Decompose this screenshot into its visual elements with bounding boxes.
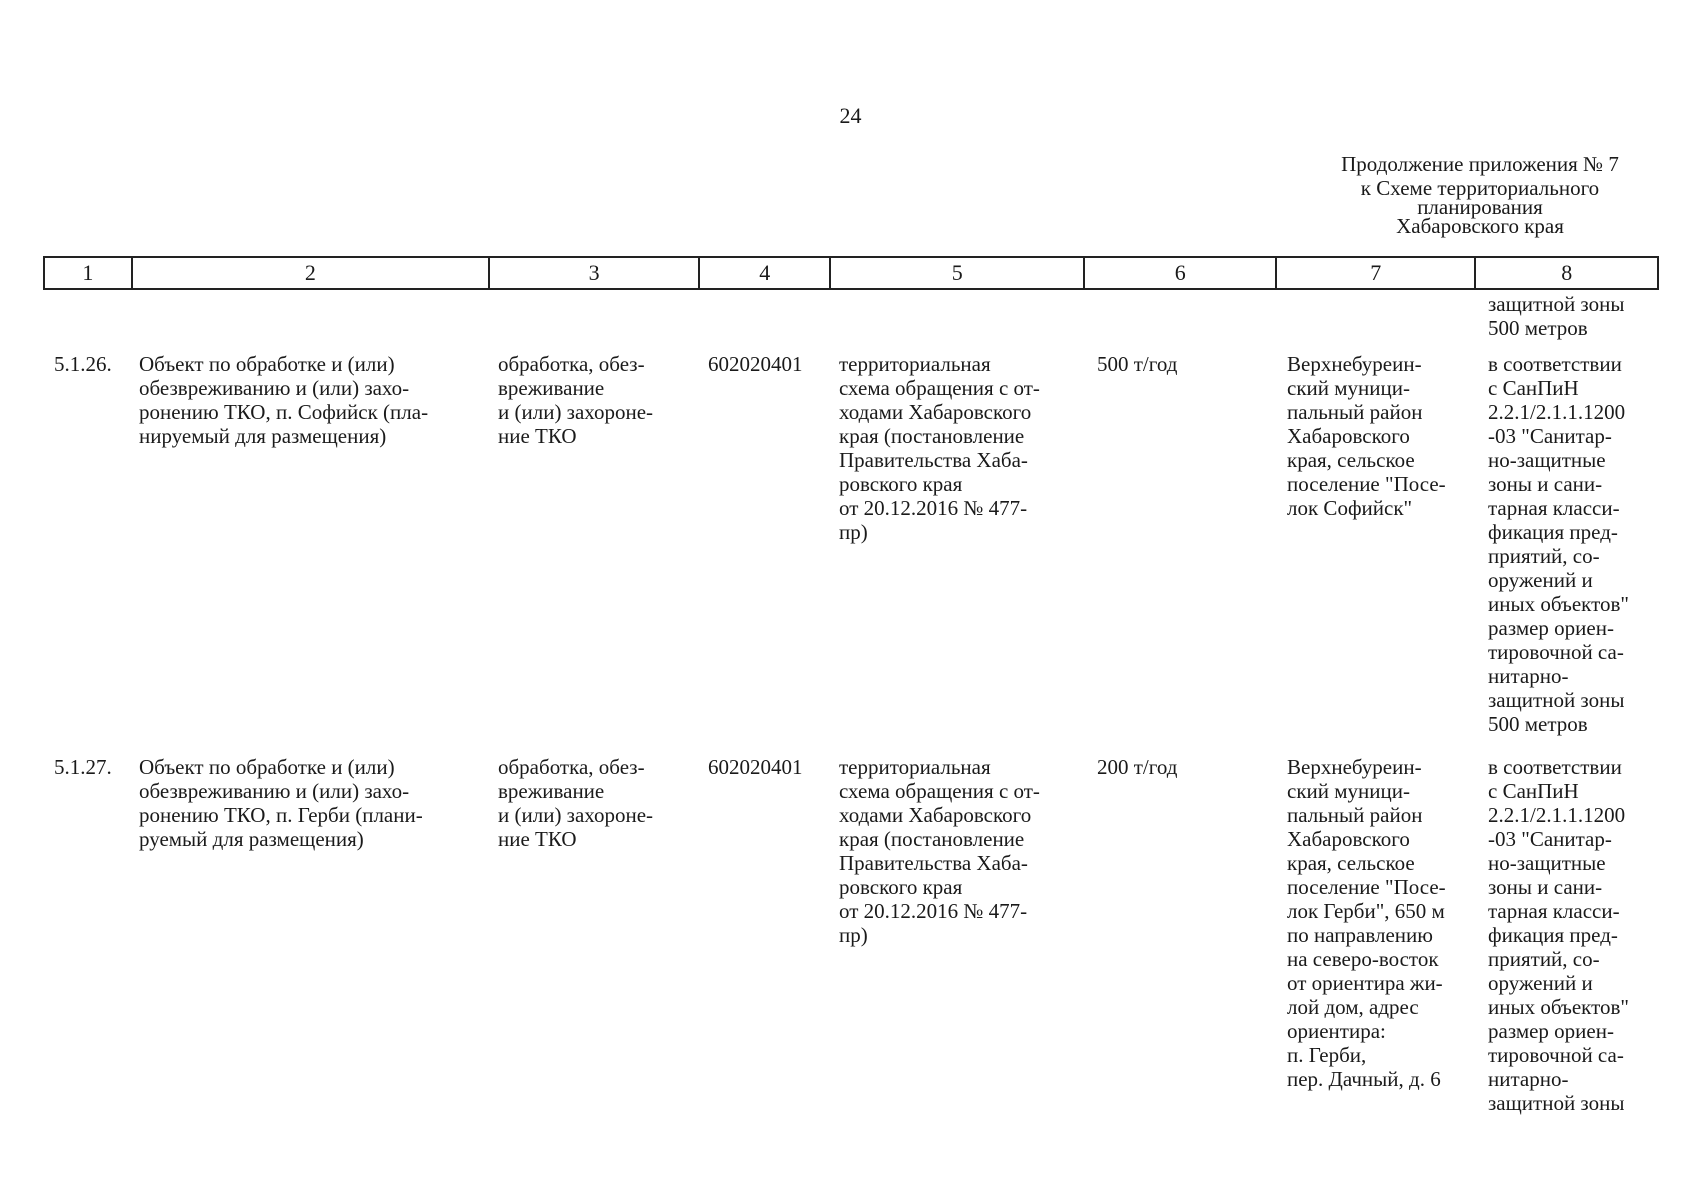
object-code: 602020401 — [708, 755, 803, 779]
page-number: 24 — [839, 103, 862, 128]
table-header-row — [43, 256, 1659, 290]
column-header-2: 2 — [133, 258, 490, 288]
column-header-1: 1 — [45, 258, 133, 288]
continuation-note — [1290, 152, 1670, 238]
row-number: 5.1.26. — [54, 352, 112, 376]
continuation-line-4: Хабаровского края — [1396, 214, 1564, 238]
row-number: 5.1.27. — [54, 755, 112, 779]
continuation-line-1: Продолжение приложения № 7 — [1341, 152, 1619, 176]
column-header-4: 4 — [700, 258, 831, 288]
object-purpose: обработка, обез- вреживание и (или) захороне- ние ТКО — [498, 755, 654, 851]
object-name: Объект по обработке и (или) обезвреживанию и (или) захо- ронению ТКО, п. Герби (плани- руемый для размещения) — [139, 755, 423, 851]
object-basis: территориальная схема обращения с от- ходами Хабаровского края (постановление Правительства Хаба- ровского края от 20.12.2016 № 477- пр) — [839, 352, 1040, 544]
object-purpose: обработка, обез- вреживание и (или) захороне- ние ТКО — [498, 352, 654, 448]
object-capacity: 200 т/год — [1097, 755, 1178, 779]
object-location: Верхнебуреин- ский муници- пальный район Хабаровского края, сельское поселение "Посе- лок Герби", 650 м по направлению на северо-восток от ориентира жи- лой дом, адрес ориентира: п. Герби, пер. Дачный, д. 6 — [1287, 755, 1446, 1091]
column-header-8: 8 — [1561, 260, 1573, 285]
column-header-5: 5 — [831, 258, 1085, 288]
object-zone: в соответствии с СанПиН 2.2.1/2.1.1.1200 -03 "Санитар- но-защитные зоны и сани- тарная класси- фикация пред- приятий, со- оружений и иных объектов" размер ориен- тировочной са- нитарно- защитной зоны — [1488, 755, 1629, 1115]
column-header-3: 3 — [490, 258, 700, 288]
object-code: 602020401 — [708, 352, 803, 376]
object-name: Объект по обработке и (или) обезвреживанию и (или) захо- ронению ТКО, п. Софийск (пла- нируемый для размещения) — [139, 352, 429, 448]
column-header-6: 6 — [1085, 258, 1277, 288]
object-location: Верхнебуреин- ский муници- пальный район Хабаровского края, сельское поселение "Посе- лок Софийск" — [1287, 352, 1446, 520]
object-capacity: 500 т/год — [1097, 352, 1178, 376]
continuation-line-3: планирования — [1417, 195, 1543, 219]
carryover-zone-text: защитной зоны 500 метров — [1488, 292, 1625, 340]
object-zone: в соответствии с СанПиН 2.2.1/2.1.1.1200 -03 "Санитар- но-защитные зоны и сани- тарная класси- фикация пред- приятий, со- оружений и иных объектов" размер ориен- тировочной са- нитарно- защитной зоны 500 метров — [1488, 352, 1629, 736]
continuation-line-2: к Схеме территориального — [1360, 176, 1600, 200]
object-basis: территориальная схема обращения с от- ходами Хабаровского края (постановление Правительства Хаба- ровского края от 20.12.2016 № 477- пр) — [839, 755, 1040, 947]
column-header-7: 7 — [1277, 258, 1477, 288]
